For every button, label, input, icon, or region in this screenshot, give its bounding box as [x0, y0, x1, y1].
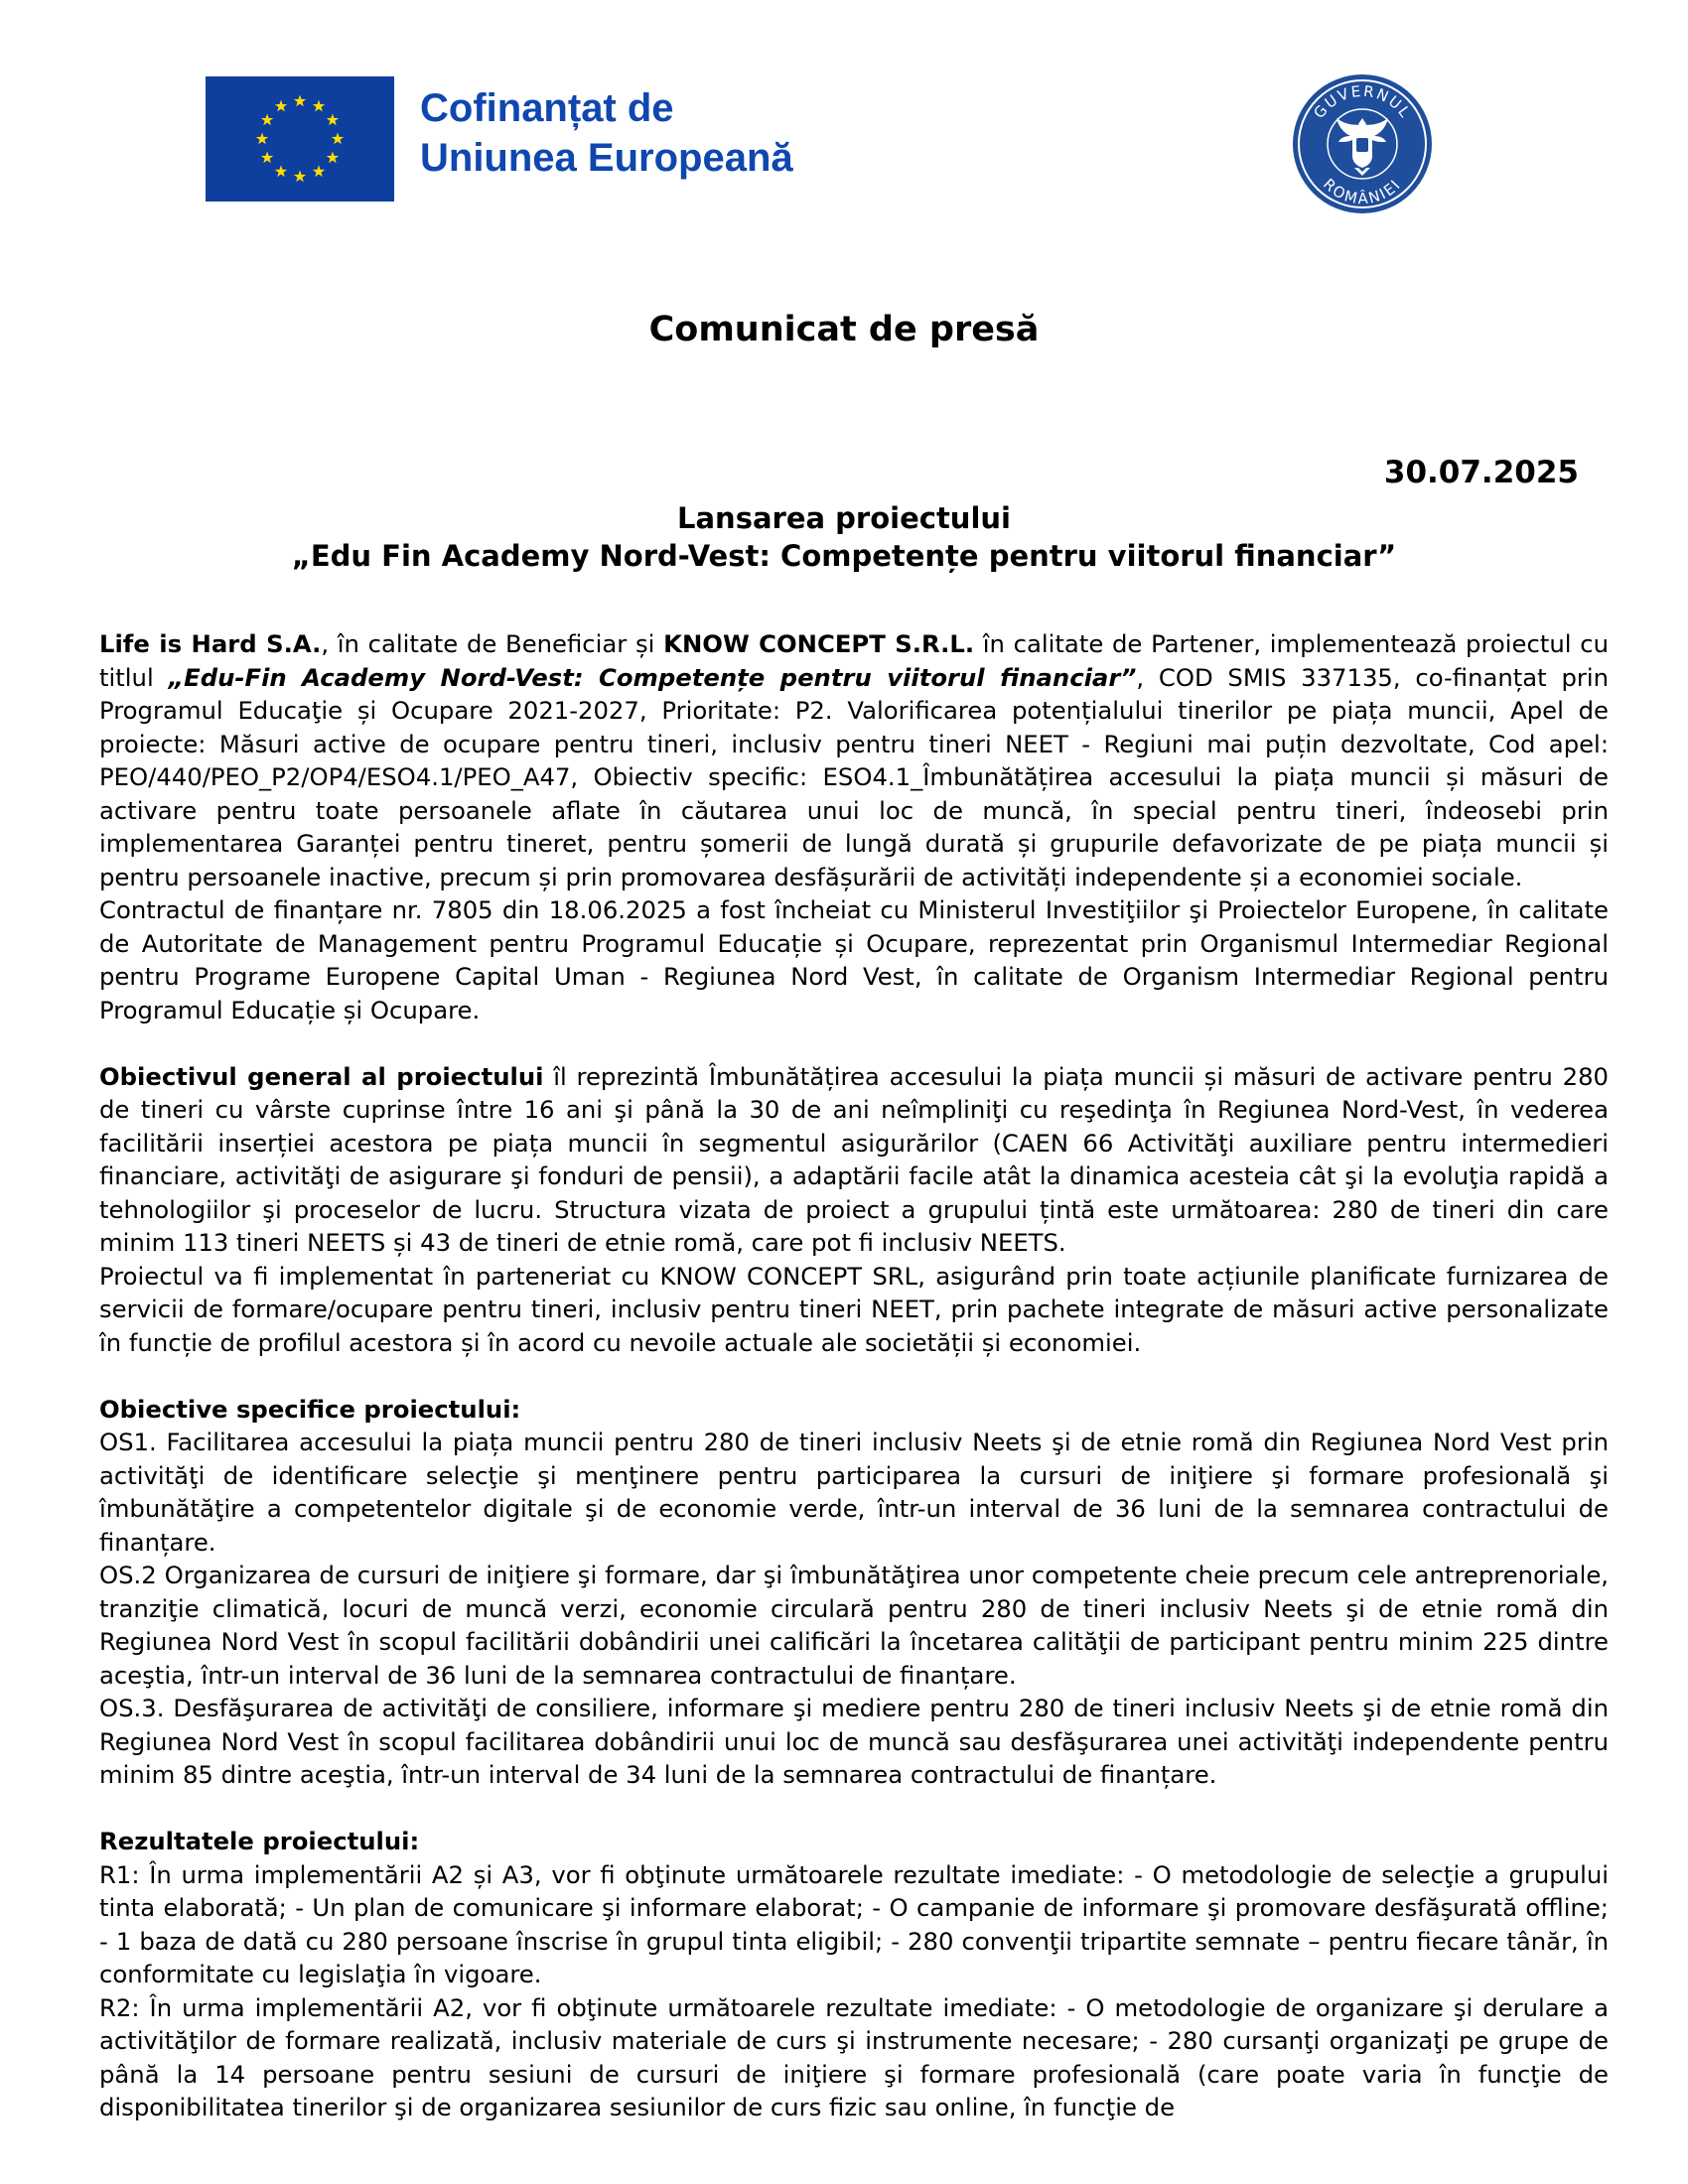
- result-r1: R1: În urma implementării A2 și A3, vor fi obţinute următoarele rezultate imediate: - O metodologie de selecţie a grupului tinta elaborată; - Un plan de comunicare şi informare elaborat; - O campanie de informare şi promovare desfăşurată offline; - 1 baza de dată cu 280 persoane înscrise în grupul tinta eligibil; - 280 convenţii tripartite semnate – pentru fiecare tânăr, în conformitate cu legislaţia în vigoare.: [99, 1859, 1609, 1988]
- eu-star-icon: [256, 133, 268, 145]
- project-name: „Edu-Fin Academy Nord-Vest: Competențe pentru viitorul financiar”: [168, 662, 1137, 692]
- project-title-line2: „Edu Fin Academy Nord-Vest: Competențe pentru viitorul financiar”: [291, 539, 1397, 573]
- general-objective-text: îl reprezintă Îmbunătățirea accesului la piața muncii și măsuri de activare pentru 280 de tineri cu vârste cuprinse între 16 ani şi până la 30 de ani neîmpliniţi cu reşedinţa în Regiunea Nord-Vest, în vederea facilitării inserției acestora pe piața muncii în segmentul asigurărilor (CAEN 66 Activităţi auxiliare pentru intermedieri financiare, activităţi de asigurare şi fonduri de pensii), a adaptării facile atât la dinamica acesteia cât şi la evoluţia rapidă a tehnologiilor şi proceselor de lucru. Structura vizata de proiect a grupului țintă este următoarea: 280 de tineri din care minim 113 tineri NEETS și 43 de tineri de etnie romă, care pot fi inclusiv NEETS.: [99, 1061, 1609, 1257]
- results-heading: Rezultatele proiectului:: [99, 1827, 420, 1855]
- romanian-government-seal-icon: [1291, 72, 1434, 215]
- eu-star-icon: [294, 171, 306, 183]
- intro-text-2: în calitate de Partener, implementează proiectul cu titlul: [99, 629, 1609, 692]
- document-title: Comunicat de presă: [648, 310, 1040, 349]
- press-release-date: 30.07.2025: [1383, 455, 1579, 490]
- eu-star-icon: [327, 114, 339, 126]
- eu-star-icon: [332, 133, 344, 145]
- eu-star-icon: [327, 152, 339, 164]
- eu-star-icon: [275, 165, 287, 177]
- seal-text-bottom: ROMÂNIEI: [1320, 175, 1405, 208]
- partner-name: KNOW CONCEPT S.R.L.: [663, 629, 975, 658]
- project-title: [0, 499, 1688, 575]
- beneficiary-name: Life is Hard S.A.: [99, 629, 322, 658]
- partnership-paragraph: Proiectul va fi implementat în parteneriat cu KNOW CONCEPT SRL, asigurând prin toate acțiunile planificate furnizarea de servicii de formare/ocupare pentru tineri, inclusiv pentru tineri NEET, prin pachete integrate de măsuri active personalizate în funcție de profilul acestora și în acord cu nevoile actuale ale societății și economiei.: [99, 1261, 1609, 1357]
- eu-logo-line2: Uniunea Europeană: [420, 136, 793, 180]
- eu-logo-line1: Cofinanțat de: [420, 86, 674, 130]
- specific-objective-2: OS.2 Organizarea de cursuri de iniţiere şi formare, dar şi îmbunătăţirea unor competente cheie precum cele antreprenoriale, tranziţie climatică, locuri de muncă verzi, economie circulară pentru 280 de tineri inclusiv Neets şi de etnie romă din Regiunea Nord Vest în scopul facilitării dobândirii unei calificări la încetarea calităţii de participant pentru minim 225 dintre aceştia, într-un interval de 36 luni de la semnarea contractului de finanțare.: [99, 1561, 1609, 1690]
- intro-paragraph: [99, 627, 1609, 893]
- specific-objective-1: OS1. Facilitarea accesului la piața muncii pentru 280 de tineri inclusiv Neets şi de etnie romă din Regiunea Nord Vest prin activităţi de identificare selecţie şi menţinere pentru participarea la cursuri de iniţiere şi formare profesională şi îmbunătăţire a competentelor digitale şi de economie verde, într-un interval de 36 luni de la semnarea contractului de finanțare.: [99, 1428, 1609, 1557]
- eu-star-icon: [294, 95, 306, 107]
- eu-star-icon: [261, 114, 273, 126]
- document-body: [99, 627, 1609, 2124]
- result-r2: R2: În urma implementării A2, vor fi obţinute următoarele rezultate imediate: - O metodologie de organizare şi derulare a activităţilor de formare realizată, inclusiv materiale de curs şi instrumente necesare; - 280 cursanţi organizaţi pe grupe de până la 14 persoane pentru sesiuni de cursuri de iniţiere şi formare profesională (care poate varia în funcţie de disponibilitatea tinerilor şi de organizarea sesiunilor de curs fizic sau online, în funcţie de: [99, 1992, 1609, 2121]
- seal-text-top: GUVERNUL: [1310, 81, 1415, 122]
- intro-text-3: , COD SMIS 337135, co-finanțat prin Programul Educaţie și Ocupare 2021-2027, Prioritate: P2. Valorificarea potențialului tinerilor pe piața muncii, Apel de proiecte: Măsuri active de ocupare pentru tineri, inclusiv pentru tineri NEET - Regiuni mai puțin dezvoltate, Cod apel: PEO/440/PEO_P2/OP4/ESO4.1/PEO_A47, Obiectiv specific: ESO4.1_Îmbunătățirea accesului la piața muncii și măsuri de activare pentru toate persoanele aflate în căutarea unui loc de muncă, în special pentru tineri, îndeosebi prin implementarea Garanței pentru tineret, pentru șomerii de lungă durată și grupurile defavorizate de pe piața muncii și pentru persoanele inactive, precum și prin promovarea desfășurării de activități independente și a economiei sociale.: [99, 662, 1610, 891]
- eu-stars-icon: [206, 76, 394, 202]
- contract-paragraph: Contractul de finanțare nr. 7805 din 18.06.2025 a fost încheiat cu Ministerul Investiţiilor şi Proiectelor Europene, în calitate de Autoritate de Management pentru Programul Educație și Ocupare, reprezentat prin Organismul Intermediar Regional pentru Programe Europene Capital Uman - Regiunea Nord Vest, în calitate de Organism Intermediar Regional pentru Programul Educație și Ocupare.: [99, 895, 1609, 1024]
- general-objective-label: Obiectivul general al proiectului: [99, 1061, 544, 1091]
- eu-star-icon: [261, 152, 273, 164]
- eu-star-icon: [313, 100, 325, 112]
- specific-objectives-heading: Obiective specifice proiectului:: [99, 1394, 521, 1424]
- eu-star-icon: [275, 100, 287, 112]
- eu-flag-logo: [206, 76, 394, 202]
- eu-star-icon: [313, 165, 325, 177]
- government-seal-logo: [1291, 72, 1434, 215]
- eu-cofinancing-label: [420, 83, 793, 183]
- intro-text-1: , în calitate de Beneficiar și: [321, 629, 664, 658]
- general-objective-paragraph: [99, 1060, 1609, 1260]
- project-title-line1: Lansarea proiectului: [677, 501, 1011, 535]
- specific-objective-3: OS.3. Desfăşurarea de activităţi de consiliere, informare şi mediere pentru 280 de tineri inclusiv Neets şi de etnie romă din Regiunea Nord Vest în scopul facilitarea dobândirii unui loc de muncă sau desfăşurarea unei activităţi independente pentru minim 85 dintre aceştia, într-un interval de 34 luni de la semnarea contractului de finanțare.: [99, 1694, 1609, 1789]
